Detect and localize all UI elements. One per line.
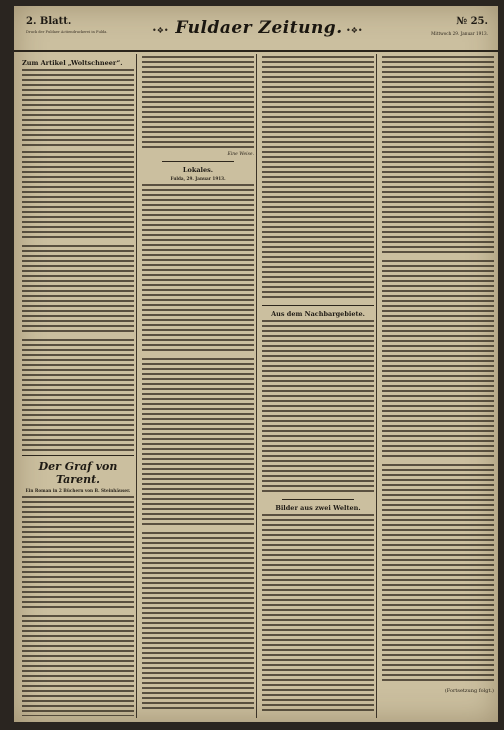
serial-title: Der Graf von Tarent. [38, 460, 118, 486]
feuilleton-heading: Bilder aus zwei Welten. [275, 504, 361, 512]
section-dateline: Fulda, 29. Januar 1913. [170, 176, 226, 181]
article-body [22, 496, 134, 611]
issue-number: № 25. [456, 16, 488, 27]
column-1 [22, 56, 134, 716]
article-heading: Zum Artikel „Woltschneer“. [22, 59, 123, 67]
divider [282, 499, 354, 500]
section-heading: Lokales. [182, 166, 214, 174]
column-3 [262, 56, 374, 716]
continuation-note: (Fortsetzung folgt.) [444, 688, 494, 694]
column-rule [256, 54, 257, 718]
masthead-right [431, 16, 488, 36]
article-body [382, 260, 494, 460]
article-body [142, 56, 254, 148]
ornament-left-icon: •❖• [152, 26, 169, 35]
article-body [22, 339, 134, 451]
masthead [14, 6, 498, 52]
column-2 [142, 56, 254, 716]
divider [262, 305, 374, 306]
article-body [262, 56, 374, 301]
divider [22, 455, 134, 456]
column-4 [382, 56, 494, 716]
newspaper-page [14, 6, 498, 722]
newspaper-title: Fuldaer Zeitung. [175, 18, 343, 38]
divider [162, 161, 234, 162]
article-body [262, 514, 374, 714]
section-heading: Aus dem Nachbargebiete. [271, 310, 365, 318]
issue-date: Mittwoch 29. Januar 1913. [431, 31, 488, 36]
article-body [382, 464, 494, 684]
article-body [262, 320, 374, 495]
article-body [22, 151, 134, 241]
serial-subtitle: Ein Roman in 2 Büchern von B. Steinhäuser. [25, 488, 131, 493]
article-body [22, 245, 134, 335]
article-body [142, 532, 254, 712]
column-rule [136, 54, 137, 718]
ornament-right-icon: •❖• [346, 26, 363, 35]
article-body [142, 184, 254, 354]
article-body [22, 69, 134, 147]
sheet-label: 2. Blatt. [26, 16, 72, 27]
signature: Eine Weise. [227, 152, 254, 157]
article-body [22, 615, 134, 716]
masthead-left [26, 16, 146, 34]
printer-line: Druck der Fuldaer Actiendruckerei in Fulda. [26, 30, 108, 34]
column-rule [376, 54, 377, 718]
article-body [142, 358, 254, 528]
article-body [382, 56, 494, 256]
